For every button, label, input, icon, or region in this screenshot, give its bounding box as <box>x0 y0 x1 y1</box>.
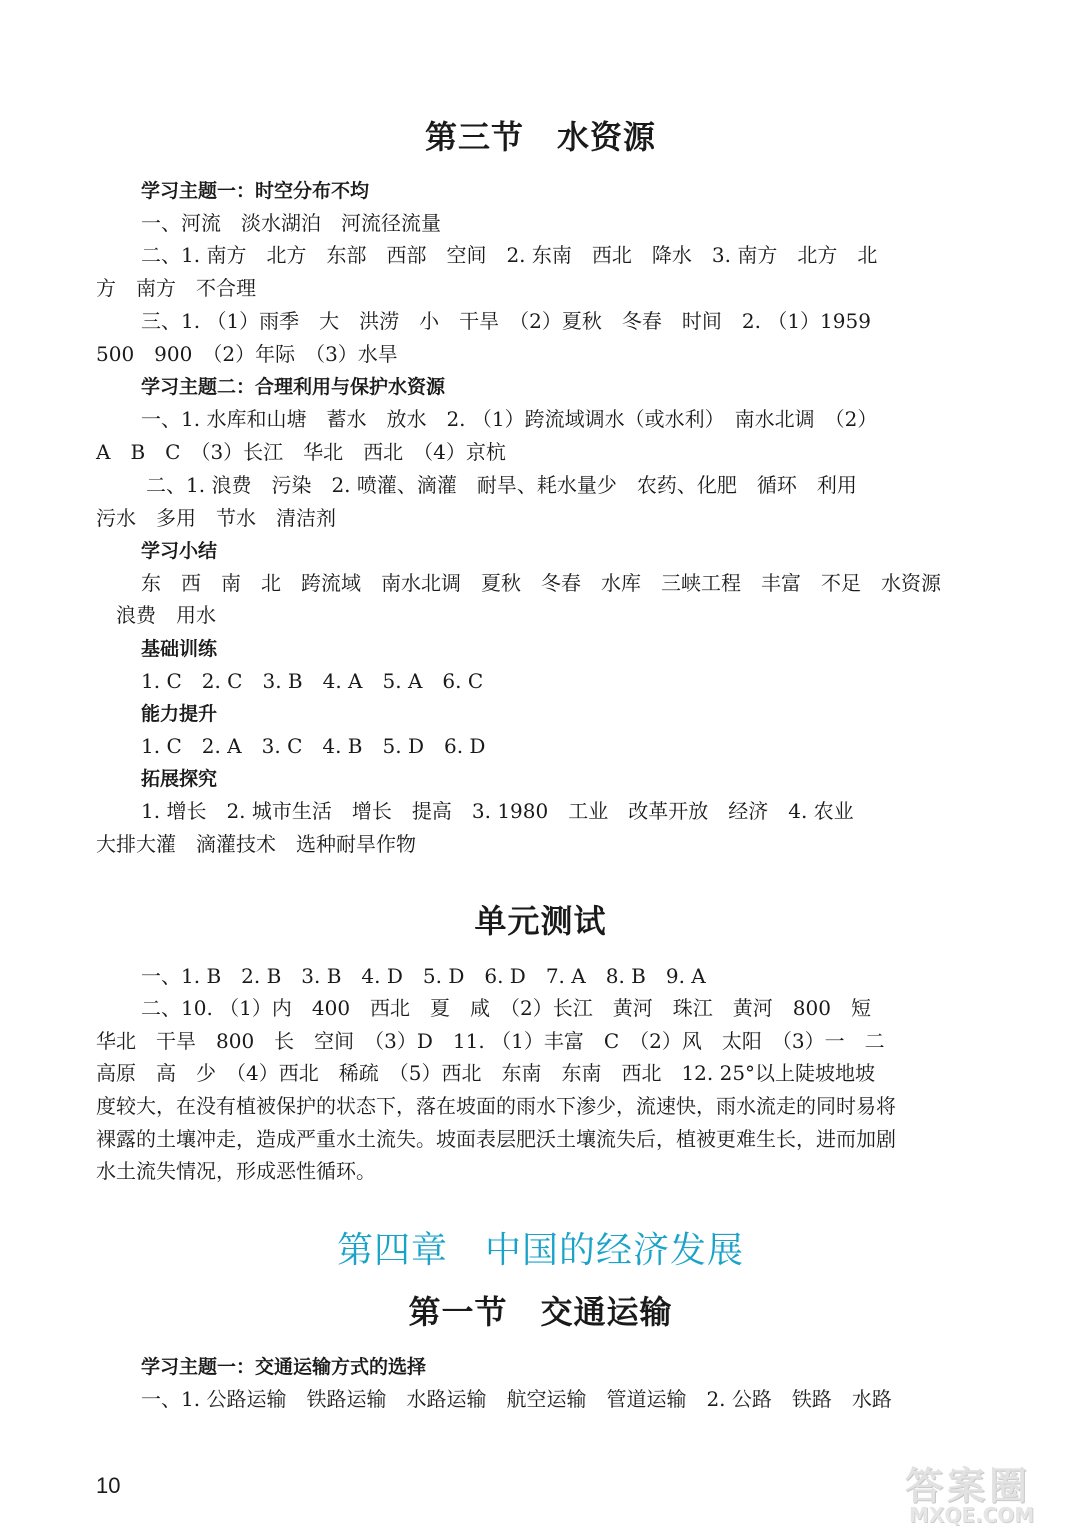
subheading: 拓展探究 <box>141 768 218 790</box>
subheading: 学习小结 <box>141 540 218 562</box>
topic-heading: 学习主题一：时空分布不均 <box>141 180 370 202</box>
answer-line: 一、河流 淡水湖泊 河流径流量 <box>141 211 441 235</box>
answer-line: 1. C 2. A 3. C 4. B 5. D 6. D <box>141 734 486 758</box>
answer-line: 三、1. （1）雨季 大 洪涝 小 干旱 （2）夏秋 冬春 时间 2. （1）1959 <box>141 309 871 333</box>
answer-line: 浪费 用水 <box>116 603 216 627</box>
answer-line: 水土流失情况，形成恶性循环。 <box>96 1159 376 1183</box>
answer-line: 度较大，在没有植被保护的状态下，落在坡面的雨水下渗少，流速快，雨水流走的同时易将 <box>96 1094 896 1118</box>
answer-line: 二、1. 浪费 污染 2. 喷灌、滴灌 耐旱、耗水量少 农药、化肥 循环 利用 <box>146 473 857 497</box>
answer-line: 方 南方 不合理 <box>96 276 256 300</box>
answer-line: 一、1. B 2. B 3. B 4. D 5. D 6. D 7. A 8. B 9. A <box>141 964 706 988</box>
answer-line: 二、10. （1）内 400 西北 夏 咸 （2）长江 黄河 珠江 黄河 800 短 <box>141 996 871 1020</box>
answer-line: 500 900 （2）年际 （3）水旱 <box>96 342 398 366</box>
answer-line: 华北 干旱 800 长 空间 （3）D 11. （1）丰富 C （2）风 太阳 （3）一 二 <box>96 1029 885 1053</box>
answer-line: 东 西 南 北 跨流域 南水北调 夏秋 冬春 水库 三峡工程 丰富 不足 水资源 <box>141 571 941 595</box>
answer-line: 二、1. 南方 北方 东部 西部 空间 2. 东南 西北 降水 3. 南方 北方 北 <box>141 243 878 267</box>
unit-test-title: 单元测试 <box>474 902 607 940</box>
watermark-badge: 答案圈 <box>905 1464 1032 1508</box>
watermark-url: MXQE.COM <box>909 1503 1035 1527</box>
section-title: 第三节 水资源 <box>424 118 656 156</box>
answer-line: A B C （3）长江 华北 西北 （4）京杭 <box>96 440 506 464</box>
topic-heading: 学习主题二：合理利用与保护水资源 <box>141 376 446 398</box>
answer-line: 1. C 2. C 3. B 4. A 5. A 6. C <box>141 669 484 693</box>
subheading: 基础训练 <box>141 638 218 660</box>
topic-heading: 学习主题一：交通运输方式的选择 <box>141 1356 427 1378</box>
page-number: 10 <box>96 1473 121 1498</box>
answer-line: 一、1. 水库和山塘 蓄水 放水 2. （1）跨流域调水（或水利） 南水北调 （2） <box>141 407 878 431</box>
section-title: 第一节 交通运输 <box>408 1293 673 1331</box>
subheading: 能力提升 <box>141 703 218 725</box>
watermark-logo <box>905 1455 1075 1531</box>
answer-line: 大排大灌 滴灌技术 选种耐旱作物 <box>96 832 416 856</box>
answer-line: 污水 多用 节水 清洁剂 <box>96 506 336 530</box>
answer-line: 一、1. 公路运输 铁路运输 水路运输 航空运输 管道运输 2. 公路 铁路 水路 <box>141 1387 892 1411</box>
answer-line: 1. 增长 2. 城市生活 增长 提高 3. 1980 工业 改革开放 经济 4. 农业 <box>141 799 854 823</box>
chapter-title: 第四章 中国的经济发展 <box>336 1230 744 1271</box>
answer-line: 高原 高 少 （4）西北 稀疏 （5）西北 东南 东南 西北 12. 25°以上陡坡地坡 <box>96 1061 876 1085</box>
answer-line: 裸露的土壤冲走，造成严重水土流失。坡面表层肥沃土壤流失后，植被更难生长，进而加剧 <box>96 1127 896 1151</box>
